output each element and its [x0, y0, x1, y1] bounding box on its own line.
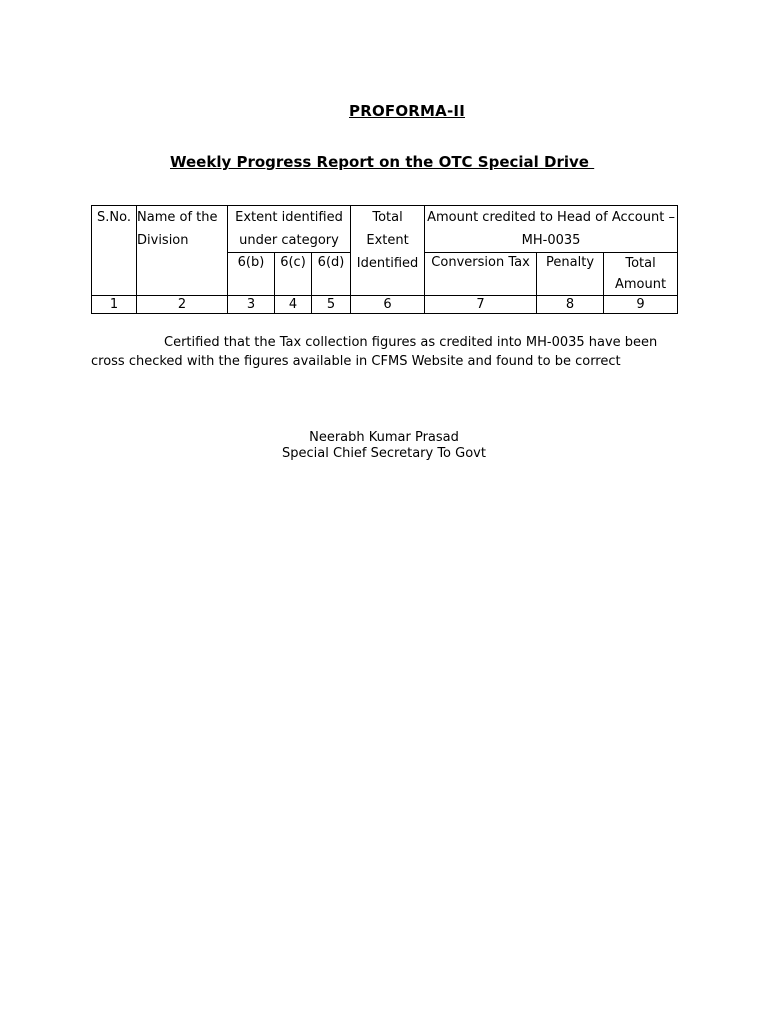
report-title: Weekly Progress Report on the OTC Special Drive [170, 153, 595, 171]
column-number: 8 [537, 296, 604, 314]
certification-paragraph: Certified that the Tax collection figures as credited into MH-0035 have been cross checked with the figures available in CFMS Website and found to be correct [91, 335, 658, 369]
header-cat-c: 6(c) [275, 253, 312, 296]
signatory-name: Neerabh Kumar Prasad [309, 430, 459, 445]
header-penalty: Penalty [537, 253, 604, 296]
column-number: 6 [351, 296, 425, 314]
column-number: 2 [137, 296, 228, 314]
signature-block [0, 430, 768, 462]
header-sno: S.No. [92, 206, 137, 296]
header-amount: Amount credited to Head of Account – MH-0035 [425, 206, 678, 253]
header-conversion-tax: Conversion Tax [425, 253, 537, 296]
header-division: Name of the Division [137, 206, 228, 296]
header-cat-d: 6(d) [312, 253, 351, 296]
header-total-extent: Total Extent Identified [351, 206, 425, 296]
signatory-designation: Special Chief Secretary To Govt [282, 446, 486, 461]
header-extent: Extent identified under category [228, 206, 351, 253]
header-cat-b: 6(b) [228, 253, 275, 296]
column-number: 9 [604, 296, 678, 314]
column-number: 7 [425, 296, 537, 314]
table-header-row [92, 206, 678, 253]
header-total-amount: Total Amount [604, 253, 678, 296]
table-number-row [92, 296, 678, 314]
progress-table [91, 205, 678, 314]
column-number: 5 [312, 296, 351, 314]
proforma-heading: PROFORMA-II [349, 102, 465, 120]
column-number: 3 [228, 296, 275, 314]
column-number: 4 [275, 296, 312, 314]
column-number: 1 [92, 296, 137, 314]
